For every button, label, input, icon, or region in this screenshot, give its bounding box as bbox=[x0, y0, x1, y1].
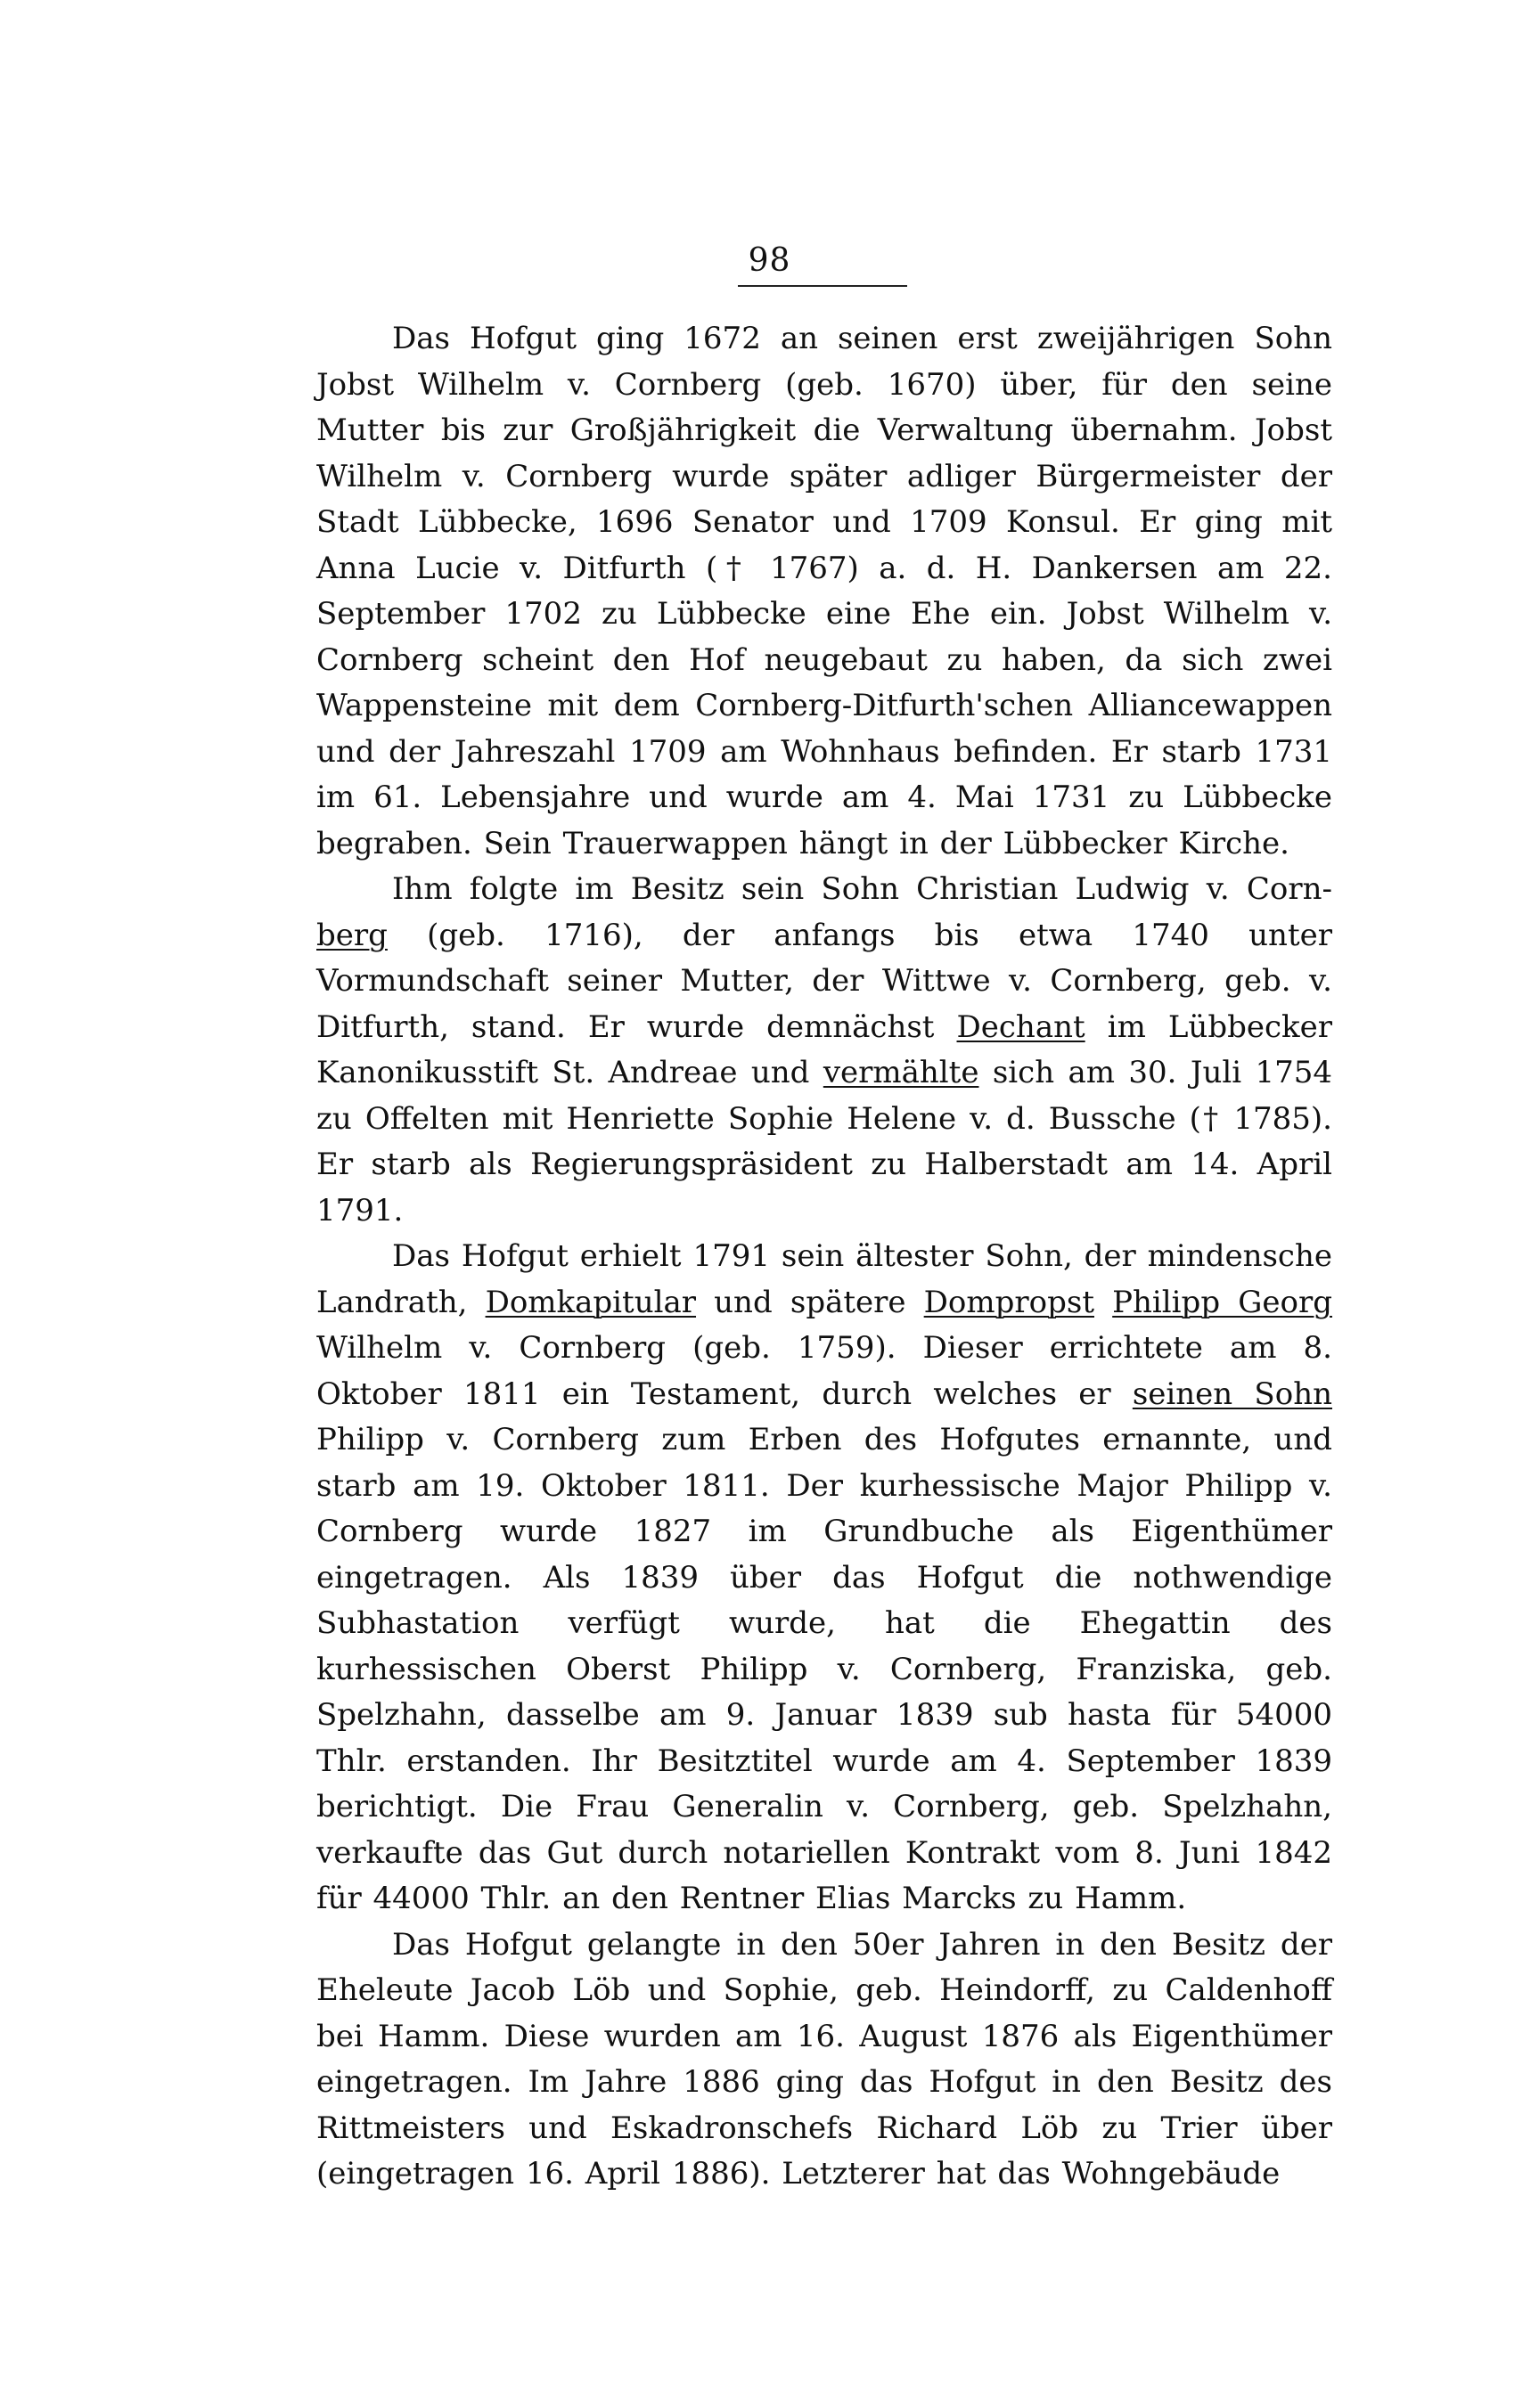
text-segment: Das Hofgut erhielt 1791 sein ältester Sohn, der mindensche Landrath, bbox=[316, 1238, 1332, 1320]
paragraph bbox=[316, 867, 1332, 1234]
text-segment: Das Hofgut gelangte in den 50er Jahren in den Besitz der Eheleute Jacob Löb und Sophie, geb. Heindorff, zu Caldenhoff bei Hamm. Diese wurden am 16. August 1876 als Eigenthümer eingetragen. Im Jahre 1886 ging das Hofgut in den Besitz des Rittmeisters und Eskadronschefs Richard Löb zu Trier über (eingetragen 16. April 1886). Letzterer hat das Wohngebäude bbox=[316, 1926, 1332, 2192]
body-text bbox=[316, 316, 1332, 2198]
paragraph bbox=[316, 1922, 1332, 2198]
underlined-text: Dechant bbox=[956, 1008, 1085, 1045]
underlined-text: vermählte bbox=[823, 1055, 979, 1090]
text-segment: und spätere bbox=[696, 1284, 924, 1320]
underlined-text: seinen Sohn bbox=[1132, 1375, 1332, 1412]
page-number-rule bbox=[738, 285, 907, 287]
paragraph bbox=[316, 1234, 1332, 1922]
page-number: 98 bbox=[748, 242, 791, 279]
text-segment: im Lübbecker Kanonikusstift St. Andreae und bbox=[316, 1008, 1332, 1090]
text-segment: Wilhelm v. Cornberg (geb. 1759). Dieser errichtete am 8. Oktober 1811 ein Testament, durch welches er bbox=[316, 1330, 1332, 1412]
text-segment: (geb. 1716), der anfangs bis etwa 1740 unter Vormundschaft seiner Mutter, der Wittwe v. Cornberg, geb. v. Ditfurth, stand. Er wurde demnächst bbox=[316, 917, 1332, 1045]
text-segment: Philipp v. Cornberg zum Erben des Hofgutes ernannte, und starb am 19. Oktober 1811. Der kurhessische Major Philipp v. Cornberg wurde 1827 im Grundbuche als Eigenthümer eingetragen. Als 1839 über das Hofgut die nothwendige Subhastation verfügt wurde, hat die Ehegattin des kurhessischen Oberst Philipp v. Cornberg, Franziska, geb. Spelzhahn, dasselbe am 9. Januar 1839 sub hasta für 54000 Thlr. erstanden. Ihr Besitztitel wurde am 4. September 1839 berichtigt. Die Frau Generalin v. Cornberg, geb. Spelzhahn, verkaufte das Gut durch notariellen Kontrakt vom 8. Juni 1842 für 44000 Thlr. an den Rentner Elias Marcks zu Hamm. bbox=[316, 1422, 1332, 1916]
underlined-text: Philipp Georg bbox=[1112, 1284, 1332, 1320]
text-segment bbox=[1094, 1285, 1112, 1320]
text-segment: Das Hofgut ging 1672 an seinen erst zweijährigen Sohn Jobst Wilhelm v. Cornberg (geb. 1670) über, für den seine Mutter bis zur Großjährigkeit die Verwaltung übernahm. Jobst Wilhelm v. Cornberg wurde später adliger Bürgermeister der Stadt Lübbecke, 1696 Senator und 1709 Konsul. Er ging mit Anna Lucie v. Ditfurth († 1767) a. d. H. Dankersen am 22. September 1702 zu Lübbecke eine Ehe ein. Jobst Wilhelm v. Cornberg scheint den Hof neugebaut zu haben, da sich zwei Wappensteine mit dem Cornberg-Ditfurth'schen Alliancewappen und der Jahreszahl 1709 am Wohnhaus befinden. Er starb 1731 im 61. Lebensjahre und wurde am 4. Mai 1731 zu Lübbecke begraben. Sein Trauerwappen hängt in der Lübbecker Kirche. bbox=[316, 321, 1332, 861]
paragraph bbox=[316, 316, 1332, 867]
text-segment: sich am 30. Juli 1754 zu Offelten mit Henriette Sophie Helene v. d. Bussche († 1785). Er starb als Regierungspräsident zu Halberstadt am 14. April 1791. bbox=[316, 1055, 1333, 1228]
underlined-text: berg bbox=[316, 917, 388, 953]
underlined-text: Dompropst bbox=[923, 1284, 1094, 1320]
text-segment: Ihm folgte im Besitz sein Sohn Christian Ludwig v. Corn- bbox=[392, 871, 1332, 907]
underlined-text: Domkapitular bbox=[485, 1284, 697, 1320]
